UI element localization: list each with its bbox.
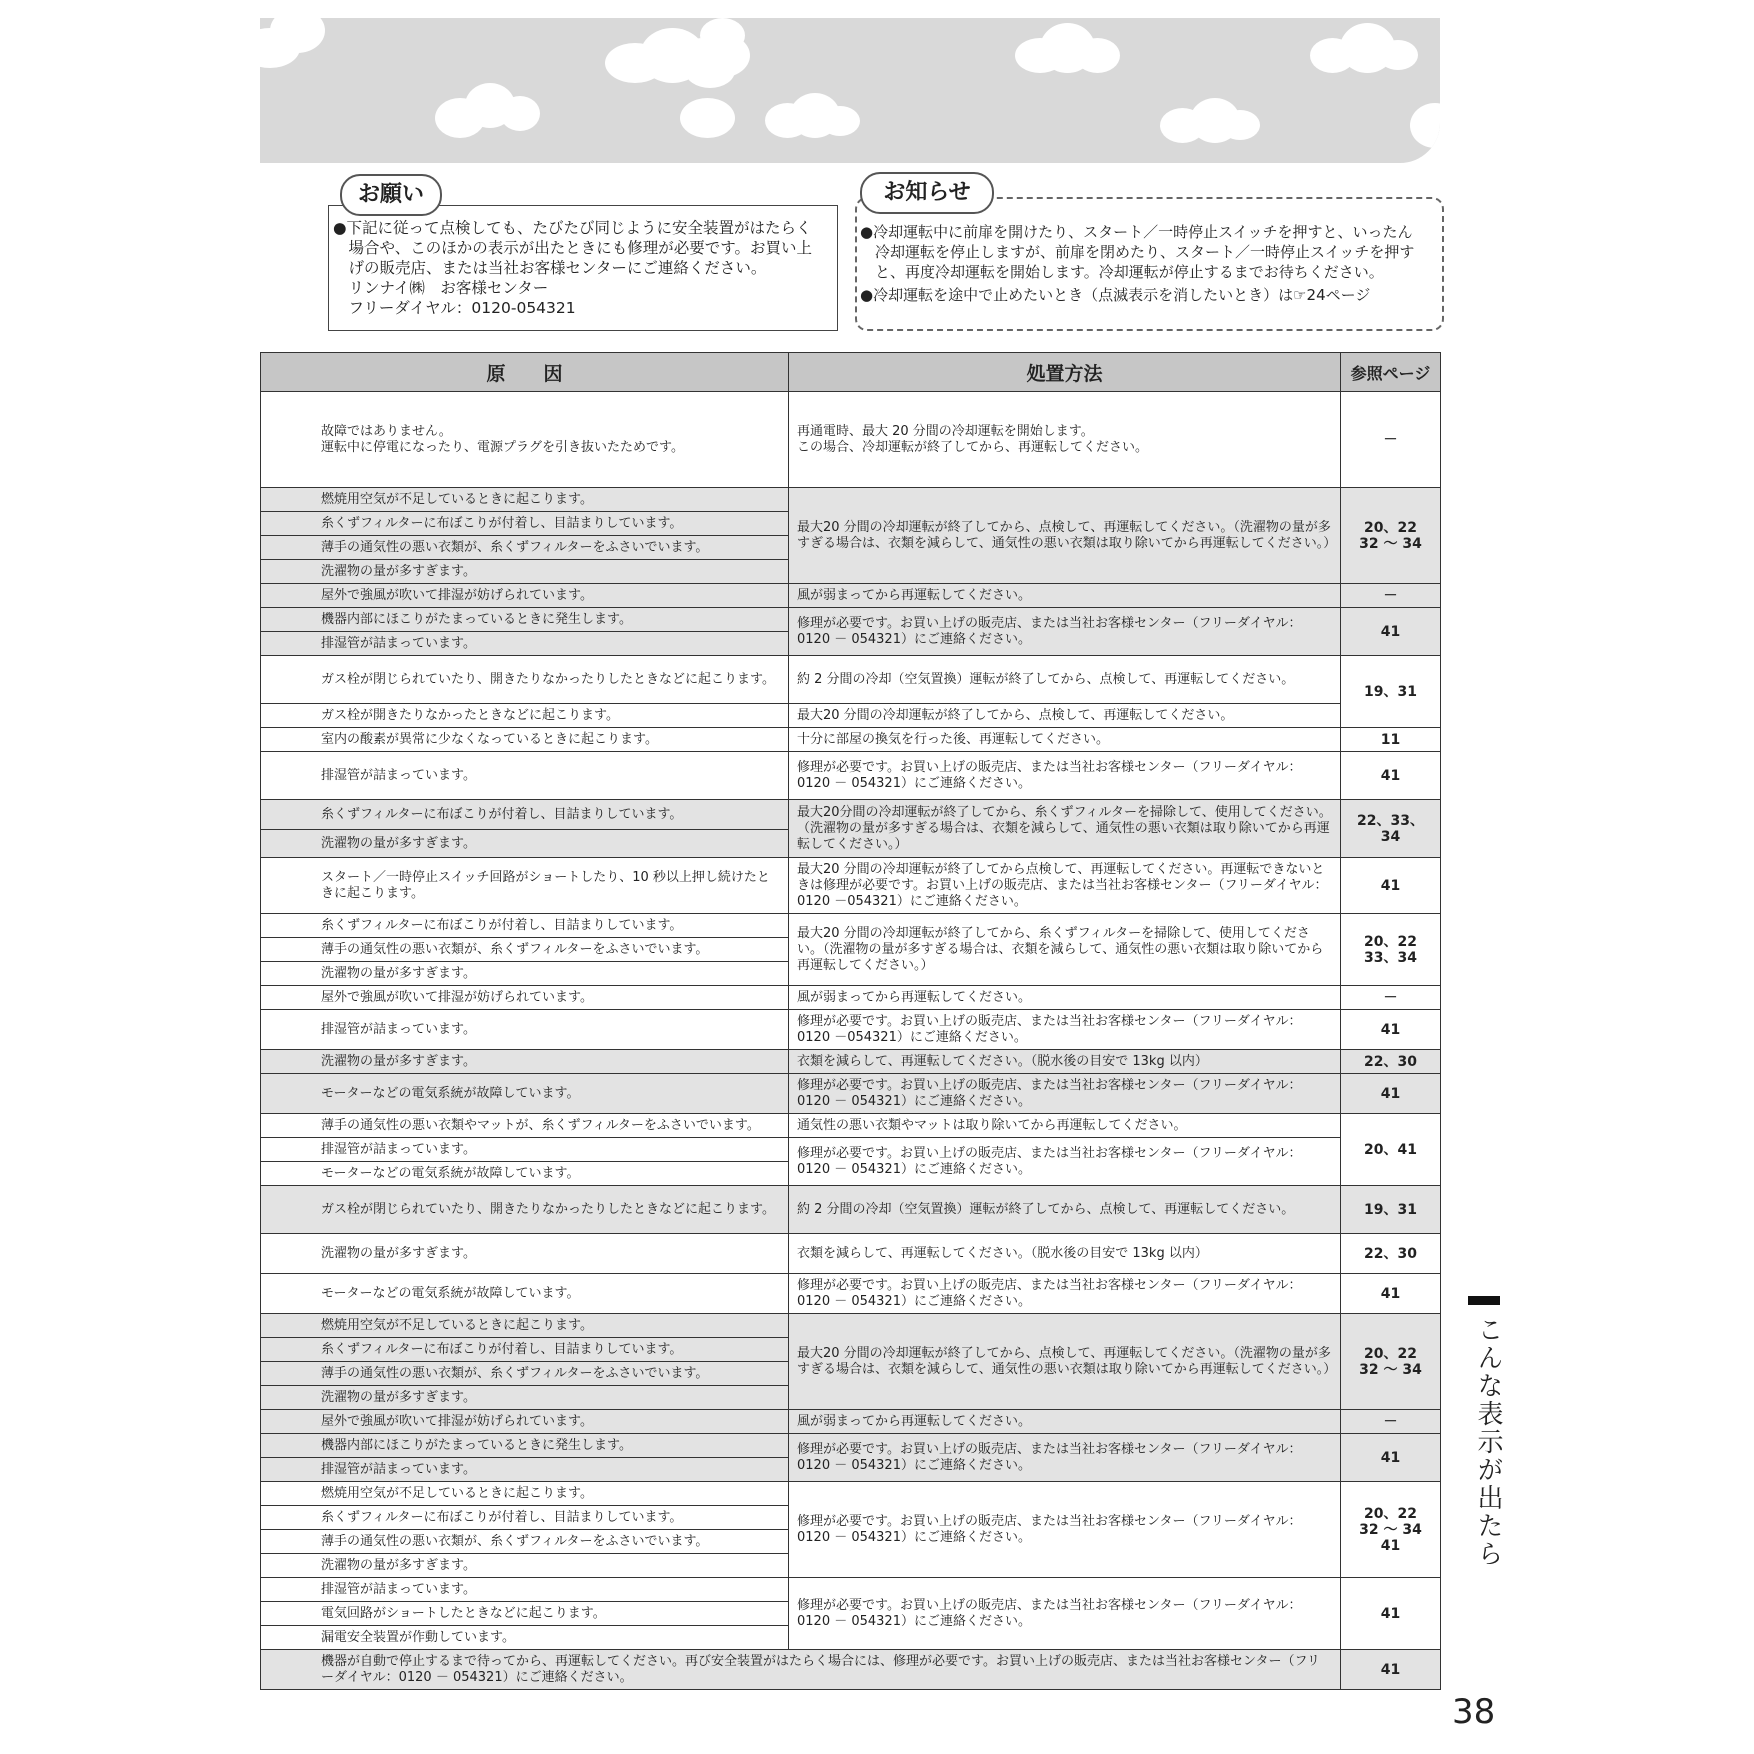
header-remedy: 処置方法 xyxy=(789,353,1341,392)
remedy-cell: 修理が必要です。お買い上げの販売店、または当社お客様センター（フリーダイヤル：0120 － 054321）にご連絡ください。 xyxy=(789,608,1341,656)
remedy-cell: 修理が必要です。お買い上げの販売店、または当社お客様センター（フリーダイヤル：0120 － 054321）にご連絡ください。 xyxy=(789,1138,1341,1186)
ref-cell: 41 xyxy=(1341,1010,1441,1050)
table-row xyxy=(261,1186,1441,1234)
cause-cell: 排湿管が詰まっています。 xyxy=(261,1138,789,1162)
table-row xyxy=(261,1434,1441,1458)
ref-cell: 22、30 xyxy=(1341,1050,1441,1074)
text-line: げの販売店、または当社お客様センターにご連絡ください。 xyxy=(333,259,767,277)
table-row xyxy=(261,1050,1441,1074)
ref-cell: － xyxy=(1341,986,1441,1010)
cause-cell: ガス栓が閉じられていたり、開きたりなかったりしたときなどに起こります。 xyxy=(261,656,789,704)
table-row xyxy=(261,1578,1441,1602)
ref-cell: 41 xyxy=(1341,752,1441,800)
cause-cell: 排湿管が詰まっています。 xyxy=(261,752,789,800)
cause-cell: 洗濯物の量が多すぎます。 xyxy=(261,1386,789,1410)
notice-request-title: お願い xyxy=(340,174,442,216)
notice-info-title: お知らせ xyxy=(860,172,994,214)
table-row xyxy=(261,800,1441,830)
table-row xyxy=(261,986,1441,1010)
ref-cell: 41 xyxy=(1341,858,1441,914)
text-line: フリーダイヤル：0120-054321 xyxy=(333,299,576,317)
ref-cell: 22、30 xyxy=(1341,1234,1441,1274)
cause-cell: 機器内部にほこりがたまっているときに発生します。 xyxy=(261,608,789,632)
cause-cell: 薄手の通気性の悪い衣類が、糸くずフィルターをふさいでいます。 xyxy=(261,1530,789,1554)
cause-cell: 屋外で強風が吹いて排湿が妨げられています。 xyxy=(261,1410,789,1434)
cloud-shape xyxy=(500,96,540,131)
cause-cell: 排湿管が詰まっています。 xyxy=(261,1578,789,1602)
ref-cell: 11 xyxy=(1341,728,1441,752)
ref-cell: － xyxy=(1341,584,1441,608)
remedy-cell: 修理が必要です。お買い上げの販売店、または当社お客様センター（フリーダイヤル：0120 － 054321）にご連絡ください。 xyxy=(789,1578,1341,1650)
ref-cell: 41 xyxy=(1341,1274,1441,1314)
cause-cell: 洗濯物の量が多すぎます。 xyxy=(261,1554,789,1578)
table-row xyxy=(261,704,1441,728)
cloud-shape xyxy=(1220,110,1260,140)
remedy-cell: 風が弱まってから再運転してください。 xyxy=(789,1410,1341,1434)
header-cause: 原 因 xyxy=(261,353,789,392)
cause-cell: 排湿管が詰まっています。 xyxy=(261,1010,789,1050)
ref-cell: 19、31 xyxy=(1341,656,1441,728)
cause-cell: ガス栓が閉じられていたり、開きたりなかったりしたときなどに起こります。 xyxy=(261,1186,789,1234)
ref-cell: 22、33、34 xyxy=(1341,800,1441,858)
remedy-cell: 最大20 分間の冷却運転が終了してから、点検して、再運転してください。（洗濯物の量が多すぎる場合は、衣類を減らして、通気性の悪い衣類は取り除いてから再運転してください。） xyxy=(789,488,1341,584)
remedy-cell: 風が弱まってから再運転してください。 xyxy=(789,584,1341,608)
cause-text: 故障ではありません。 xyxy=(321,423,452,439)
header-ref: 参照ページ xyxy=(1341,353,1441,392)
cause-cell: 洗濯物の量が多すぎます。 xyxy=(261,1234,789,1274)
cause-cell: ガス栓が開きたりなかったときなどに起こります。 xyxy=(261,704,789,728)
text-line: ●冷却運転中に前扉を開けたり、スタート／一時停止スイッチを押すと、いったん xyxy=(860,223,1413,241)
notice-info-text xyxy=(860,222,1440,305)
table-row xyxy=(261,584,1441,608)
remedy-cell: 修理が必要です。お買い上げの販売店、または当社お客様センター（フリーダイヤル：0120 －054321）にご連絡ください。 xyxy=(789,1010,1341,1050)
table-row xyxy=(261,858,1441,914)
table-row xyxy=(261,1274,1441,1314)
ref-cell: 41 xyxy=(1341,1434,1441,1482)
text-line: 冷却運転を停止しますが、前扉を閉めたり、スタート／一時停止スイッチを押す xyxy=(860,243,1415,261)
footer-note: 機器が自動で停止するまで待ってから、再運転してください。再び安全装置がはたらく場合には、修理が必要です。お買い上げの販売店、または当社お客様センター（フリーダイヤル：0120 － 054321）にご連絡ください。 xyxy=(261,1650,1341,1690)
table-row xyxy=(261,1482,1441,1506)
cause-cell: 薄手の通気性の悪い衣類が、糸くずフィルターをふさいでいます。 xyxy=(261,536,789,560)
cause-cell: 洗濯物の量が多すぎます。 xyxy=(261,962,789,986)
remedy-text: この場合、冷却運転が終了してから、再運転してください。 xyxy=(797,439,1149,455)
remedy-cell: 通気性の悪い衣類やマットは取り除いてから再運転してください。 xyxy=(789,1114,1341,1138)
table-row xyxy=(261,1314,1441,1338)
cause-cell: 屋外で強風が吹いて排湿が妨げられています。 xyxy=(261,584,789,608)
ref-cell: 41 xyxy=(1341,1578,1441,1650)
table-row xyxy=(261,1410,1441,1434)
remedy-cell: 衣類を減らして、再運転してください。（脱水後の目安で 13kg 以内） xyxy=(789,1050,1341,1074)
ref-cell: 20、22 32 ～ 34 xyxy=(1341,1314,1441,1410)
cause-cell: 洗濯物の量が多すぎます。 xyxy=(261,560,789,584)
table-row xyxy=(261,608,1441,632)
cause-cell xyxy=(261,392,789,488)
table-row xyxy=(261,656,1441,704)
cause-cell: 洗濯物の量が多すぎます。 xyxy=(261,830,789,858)
text-line: と、再度冷却運転を開始します。冷却運転が停止するまでお待ちください。 xyxy=(860,263,1384,281)
cause-cell: 薄手の通気性の悪い衣類が、糸くずフィルターをふさいでいます。 xyxy=(261,938,789,962)
cause-cell: 燃焼用空気が不足しているときに起こります。 xyxy=(261,488,789,512)
remedy-cell: 修理が必要です。お買い上げの販売店、または当社お客様センター（フリーダイヤル：0120 － 054321）にご連絡ください。 xyxy=(789,1482,1341,1578)
text-line: ●下記に従って点検しても、たびたび同じように安全装置がはたらく xyxy=(333,219,812,237)
cause-cell: 薄手の通気性の悪い衣類が、糸くずフィルターをふさいでいます。 xyxy=(261,1362,789,1386)
cloud-shape xyxy=(1410,103,1440,148)
cause-cell: 屋外で強風が吹いて排湿が妨げられています。 xyxy=(261,986,789,1010)
cloud-banner xyxy=(260,18,1440,163)
cause-cell: モーターなどの電気系統が故障しています。 xyxy=(261,1162,789,1186)
cause-text: 運転中に停電になったり、電源プラグを引き抜いたためです。 xyxy=(321,439,684,455)
page-number: 38 xyxy=(1452,1692,1496,1732)
cloud-shape xyxy=(1075,38,1120,73)
remedy-cell: 最大20分間の冷却運転が終了してから、糸くずフィルターを掃除して、使用してください。（洗濯物の量が多すぎる場合は、衣類を減らして、通気性の悪い衣類は取り除いてから再運転してください。） xyxy=(789,800,1341,858)
text-line: リンナイ㈱ お客様センター xyxy=(333,279,549,297)
remedy-cell: 約 2 分間の冷却（空気置換）運転が終了してから、点検して、再運転してください。 xyxy=(789,656,1341,704)
cloud-shape xyxy=(820,106,860,136)
ref-cell: 20、22 33、34 xyxy=(1341,914,1441,986)
ref-cell: 19、31 xyxy=(1341,1186,1441,1234)
remedy-cell: 修理が必要です。お買い上げの販売店、または当社お客様センター（フリーダイヤル：0120 － 054321）にご連絡ください。 xyxy=(789,1274,1341,1314)
ref-cell: 20、41 xyxy=(1341,1114,1441,1186)
remedy-cell xyxy=(789,392,1341,488)
table-row xyxy=(261,1234,1441,1274)
ref-cell: 41 xyxy=(1341,608,1441,656)
remedy-cell: 十分に部屋の換気を行った後、再運転してください。 xyxy=(789,728,1341,752)
ref-cell: － xyxy=(1341,392,1441,488)
cause-cell: 糸くずフィルターに布ぼこりが付着し、目詰まりしています。 xyxy=(261,1338,789,1362)
cause-cell: 糸くずフィルターに布ぼこりが付着し、目詰まりしています。 xyxy=(261,512,789,536)
cause-cell: 糸くずフィルターに布ぼこりが付着し、目詰まりしています。 xyxy=(261,914,789,938)
table-row xyxy=(261,914,1441,938)
remedy-cell: 衣類を減らして、再運転してください。（脱水後の目安で 13kg 以内） xyxy=(789,1234,1341,1274)
cause-cell: 洗濯物の量が多すぎます。 xyxy=(261,1050,789,1074)
cause-cell: 燃焼用空気が不足しているときに起こります。 xyxy=(261,1314,789,1338)
cause-cell: 機器内部にほこりがたまっているときに発生します。 xyxy=(261,1434,789,1458)
table-row xyxy=(261,392,1441,488)
table-header xyxy=(261,353,1441,392)
cause-cell: 排湿管が詰まっています。 xyxy=(261,1458,789,1482)
cloud-shape xyxy=(680,98,735,138)
cause-cell: モーターなどの電気系統が故障しています。 xyxy=(261,1074,789,1114)
table-row xyxy=(261,1138,1441,1162)
cause-cell: 漏電安全装置が作動しています。 xyxy=(261,1626,789,1650)
cause-cell: 薄手の通気性の悪い衣類やマットが、糸くずフィルターをふさいでいます。 xyxy=(261,1114,789,1138)
ref-cell: 20、22 32 ～ 34 xyxy=(1341,488,1441,584)
table-row xyxy=(261,752,1441,800)
cloud-shape xyxy=(685,53,735,88)
remedy-cell: 最大20 分間の冷却運転が終了してから、点検して、再運転してください。（洗濯物の量が多すぎる場合は、衣類を減らして、通気性の悪い衣類は取り除いてから再運転してください。） xyxy=(789,1314,1341,1410)
remedy-cell: 修理が必要です。お買い上げの販売店、または当社お客様センター（フリーダイヤル：0120 － 054321）にご連絡ください。 xyxy=(789,752,1341,800)
table-footer-row xyxy=(261,1650,1441,1690)
table-row xyxy=(261,1010,1441,1050)
remedy-cell: 約 2 分間の冷却（空気置換）運転が終了してから、点検して、再運転してください。 xyxy=(789,1186,1341,1234)
cause-cell: 糸くずフィルターに布ぼこりが付着し、目詰まりしています。 xyxy=(261,1506,789,1530)
ref-cell: 20、22 32 ～ 34 41 xyxy=(1341,1482,1441,1578)
remedy-cell: 風が弱まってから再運転してください。 xyxy=(789,986,1341,1010)
remedy-cell: 修理が必要です。お買い上げの販売店、または当社お客様センター（フリーダイヤル：0120 － 054321）にご連絡ください。 xyxy=(789,1434,1341,1482)
cause-cell: モーターなどの電気系統が故障しています。 xyxy=(261,1274,789,1314)
section-marker xyxy=(1468,1296,1500,1305)
cause-cell: 室内の酸素が異常に少なくなっているときに起こります。 xyxy=(261,728,789,752)
troubleshooting-table xyxy=(260,352,1441,1690)
text-line: ●冷却運転を途中で止めたいとき（点滅表示を消したいとき）は☞24ページ xyxy=(860,286,1371,304)
remedy-cell: 最大20 分間の冷却運転が終了してから点検して、再運転してください。再運転できないときは修理が必要です。お買い上げの販売店、または当社お客様センター（フリーダイヤル：0120 －054321）にご連絡ください。 xyxy=(789,858,1341,914)
cloud-shape xyxy=(1378,40,1418,70)
remedy-cell: 修理が必要です。お買い上げの販売店、または当社お客様センター（フリーダイヤル：0120 － 054321）にご連絡ください。 xyxy=(789,1074,1341,1114)
notice-request-text xyxy=(333,218,833,318)
ref-cell: － xyxy=(1341,1410,1441,1434)
ref-cell: 41 xyxy=(1341,1074,1441,1114)
remedy-text: 再通電時、最大 20 分間の冷却運転を開始します。 xyxy=(797,423,1094,439)
remedy-cell: 最大20 分間の冷却運転が終了してから、糸くずフィルターを掃除して、使用してください。（洗濯物の量が多すぎる場合は、衣類を減らして、通気性の悪い衣類は取り除いてから再運転してください。） xyxy=(789,914,1341,986)
cause-cell: 糸くずフィルターに布ぼこりが付着し、目詰まりしています。 xyxy=(261,800,789,830)
table-row xyxy=(261,488,1441,512)
cause-cell: 電気回路がショートしたときなどに起こります。 xyxy=(261,1602,789,1626)
cause-cell: スタート／一時停止スイッチ回路がショートしたり、10 秒以上押し続けたときに起こります。 xyxy=(261,858,789,914)
text-line: 場合や、このほかの表示が出たときにも修理が必要です。お買い上 xyxy=(333,239,812,257)
remedy-cell: 最大20 分間の冷却運転が終了してから、点検して、再運転してください。 xyxy=(789,704,1341,728)
cause-cell: 排湿管が詰まっています。 xyxy=(261,632,789,656)
table-row xyxy=(261,1074,1441,1114)
ref-cell: 41 xyxy=(1341,1650,1441,1690)
cause-cell: 燃焼用空気が不足しているときに起こります。 xyxy=(261,1482,789,1506)
table-row xyxy=(261,1114,1441,1138)
section-title: こんな表示が出たら xyxy=(1473,1316,1503,1568)
table-row xyxy=(261,728,1441,752)
